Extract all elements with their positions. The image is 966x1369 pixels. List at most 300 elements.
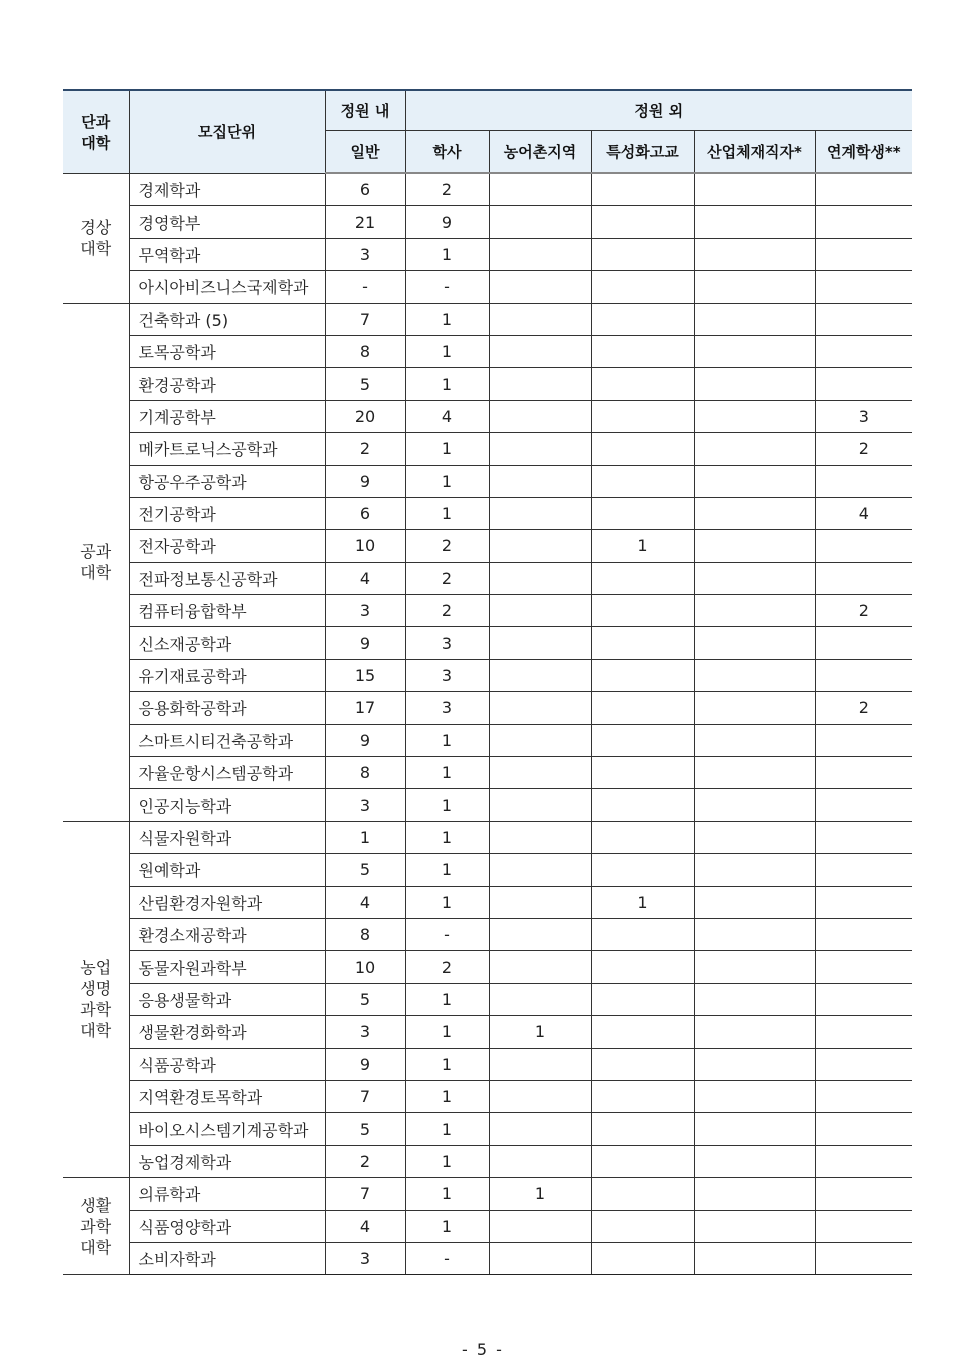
table-row xyxy=(63,659,912,691)
specialized-hs-count xyxy=(591,400,694,432)
bachelor-count: 1 xyxy=(405,789,489,821)
industry-worker-count xyxy=(694,1016,815,1048)
department-name: 자율운항시스템공학과 xyxy=(129,757,325,789)
bachelor-count: 2 xyxy=(405,562,489,594)
general-count: 21 xyxy=(325,206,405,238)
specialized-hs-count xyxy=(591,1113,694,1145)
rural-count: 1 xyxy=(489,1178,591,1210)
general-count: 3 xyxy=(325,789,405,821)
specialized-hs-count xyxy=(591,173,694,206)
general-count: 6 xyxy=(325,173,405,206)
rural-count xyxy=(489,595,591,627)
linked-student-count xyxy=(815,886,912,918)
table-row xyxy=(63,497,912,529)
linked-student-count: 2 xyxy=(815,595,912,627)
department-name: 전자공학과 xyxy=(129,530,325,562)
department-name: 지역환경토목학과 xyxy=(129,1080,325,1112)
specialized-hs-count xyxy=(591,562,694,594)
table-row xyxy=(63,854,912,886)
college-name-line: 생활 xyxy=(80,1195,112,1215)
industry-worker-count xyxy=(694,983,815,1015)
linked-student-count xyxy=(815,238,912,270)
college-name xyxy=(63,821,129,1177)
industry-worker-count xyxy=(694,238,815,270)
college-name-line: 대학 xyxy=(80,1021,112,1041)
linked-student-count xyxy=(815,659,912,691)
bachelor-count: 1 xyxy=(405,1145,489,1177)
industry-worker-count xyxy=(694,821,815,853)
industry-worker-count xyxy=(694,368,815,400)
bachelor-count: 1 xyxy=(405,1210,489,1242)
industry-worker-count xyxy=(694,400,815,432)
specialized-hs-count xyxy=(591,206,694,238)
specialized-hs-count xyxy=(591,271,694,303)
rural-count xyxy=(489,918,591,950)
rural-count xyxy=(489,789,591,821)
specialized-hs-count xyxy=(591,303,694,335)
rural-count xyxy=(489,627,591,659)
linked-student-count xyxy=(815,724,912,756)
general-count: 9 xyxy=(325,1048,405,1080)
college-name xyxy=(63,303,129,821)
table-row xyxy=(63,1113,912,1145)
linked-student-count: 3 xyxy=(815,400,912,432)
industry-worker-count xyxy=(694,1113,815,1145)
specialized-hs-count xyxy=(591,1080,694,1112)
linked-student-count: 4 xyxy=(815,497,912,529)
linked-student-count xyxy=(815,854,912,886)
college-name-line: 대학 xyxy=(80,239,112,259)
table-row xyxy=(63,789,912,821)
bachelor-count: 1 xyxy=(405,1048,489,1080)
bachelor-count: - xyxy=(405,918,489,950)
specialized-hs-count xyxy=(591,659,694,691)
general-count: 2 xyxy=(325,1145,405,1177)
industry-worker-count xyxy=(694,757,815,789)
rural-count xyxy=(489,271,591,303)
table-row xyxy=(63,433,912,465)
specialized-hs-count: 1 xyxy=(591,886,694,918)
linked-student-count xyxy=(815,757,912,789)
industry-worker-count xyxy=(694,1145,815,1177)
table-row xyxy=(63,886,912,918)
specialized-hs-count xyxy=(591,465,694,497)
department-name: 의류학과 xyxy=(129,1178,325,1210)
rural-count xyxy=(489,433,591,465)
linked-student-count: 2 xyxy=(815,692,912,724)
college-name-line: 생명 xyxy=(80,979,112,999)
department-name: 식품영양학과 xyxy=(129,1210,325,1242)
general-count: 2 xyxy=(325,433,405,465)
bachelor-count: 1 xyxy=(405,1113,489,1145)
bachelor-count: 3 xyxy=(405,627,489,659)
industry-worker-count xyxy=(694,497,815,529)
table-header xyxy=(63,90,912,173)
department-name: 아시아비즈니스국제학과 xyxy=(129,271,325,303)
department-name: 바이오시스템기계공학과 xyxy=(129,1113,325,1145)
bachelor-count: 1 xyxy=(405,335,489,367)
specialized-hs-count xyxy=(591,368,694,400)
rural-count xyxy=(489,497,591,529)
industry-worker-count xyxy=(694,335,815,367)
table-row xyxy=(63,1242,912,1274)
specialized-hs-count xyxy=(591,692,694,724)
rural-count xyxy=(489,1145,591,1177)
specialized-hs-count: 1 xyxy=(591,530,694,562)
bachelor-count: 1 xyxy=(405,1016,489,1048)
linked-student-count xyxy=(815,206,912,238)
bachelor-count: 1 xyxy=(405,757,489,789)
admission-quota-table xyxy=(63,89,912,1275)
specialized-hs-count xyxy=(591,757,694,789)
rural-count xyxy=(489,400,591,432)
linked-student-count xyxy=(815,173,912,206)
header-college-line: 대학 xyxy=(81,133,111,152)
department-name: 컴퓨터융합학부 xyxy=(129,595,325,627)
college-name xyxy=(63,173,129,303)
rural-count xyxy=(489,724,591,756)
header-outside-quota: 정원 외 xyxy=(405,90,912,131)
specialized-hs-count xyxy=(591,1145,694,1177)
bachelor-count: 3 xyxy=(405,659,489,691)
bachelor-count: 1 xyxy=(405,983,489,1015)
table-row xyxy=(63,400,912,432)
department-name: 경영학부 xyxy=(129,206,325,238)
rural-count xyxy=(489,335,591,367)
general-count: 5 xyxy=(325,368,405,400)
general-count: 8 xyxy=(325,335,405,367)
header-inside-quota: 정원 내 xyxy=(325,90,405,131)
college-name-line: 대학 xyxy=(80,1237,112,1257)
linked-student-count xyxy=(815,368,912,400)
header-college-line: 단과 xyxy=(81,112,111,131)
rural-count xyxy=(489,983,591,1015)
specialized-hs-count xyxy=(591,983,694,1015)
rural-count xyxy=(489,238,591,270)
department-name: 건축학과 (5) xyxy=(129,303,325,335)
specialized-hs-count xyxy=(591,238,694,270)
general-count: 8 xyxy=(325,757,405,789)
rural-count xyxy=(489,1210,591,1242)
bachelor-count: 1 xyxy=(405,238,489,270)
rural-count xyxy=(489,854,591,886)
rural-count xyxy=(489,1048,591,1080)
bachelor-count: 1 xyxy=(405,303,489,335)
table-row xyxy=(63,335,912,367)
department-name: 식물자원학과 xyxy=(129,821,325,853)
industry-worker-count xyxy=(694,303,815,335)
department-name: 메카트로닉스공학과 xyxy=(129,433,325,465)
general-count: 8 xyxy=(325,918,405,950)
page-number: - 5 - xyxy=(462,1340,504,1359)
industry-worker-count xyxy=(694,595,815,627)
bachelor-count: - xyxy=(405,271,489,303)
department-name: 신소재공학과 xyxy=(129,627,325,659)
general-count: 4 xyxy=(325,562,405,594)
general-count: 3 xyxy=(325,238,405,270)
department-name: 식품공학과 xyxy=(129,1048,325,1080)
table-row xyxy=(63,918,912,950)
header-specialized-hs: 특성화고교 xyxy=(591,131,694,174)
bachelor-count: 1 xyxy=(405,465,489,497)
header-industry-worker: 산업체재직자* xyxy=(694,131,815,174)
table-row xyxy=(63,562,912,594)
linked-student-count xyxy=(815,303,912,335)
rural-count xyxy=(489,757,591,789)
general-count: - xyxy=(325,271,405,303)
industry-worker-count xyxy=(694,1178,815,1210)
rural-count xyxy=(489,530,591,562)
rural-count xyxy=(489,1113,591,1145)
specialized-hs-count xyxy=(591,951,694,983)
general-count: 9 xyxy=(325,724,405,756)
bachelor-count: 1 xyxy=(405,433,489,465)
department-name: 항공우주공학과 xyxy=(129,465,325,497)
table-row xyxy=(63,951,912,983)
general-count: 15 xyxy=(325,659,405,691)
department-name: 환경공학과 xyxy=(129,368,325,400)
linked-student-count xyxy=(815,951,912,983)
college-name-line: 공과 xyxy=(80,542,112,562)
department-name: 스마트시티건축공학과 xyxy=(129,724,325,756)
bachelor-count: 4 xyxy=(405,400,489,432)
college-name-line: 경상 xyxy=(80,218,112,238)
linked-student-count xyxy=(815,530,912,562)
specialized-hs-count xyxy=(591,335,694,367)
college-name-line: 농업 xyxy=(80,958,112,978)
table-row xyxy=(63,1210,912,1242)
specialized-hs-count xyxy=(591,789,694,821)
specialized-hs-count xyxy=(591,1048,694,1080)
industry-worker-count xyxy=(694,886,815,918)
industry-worker-count xyxy=(694,1080,815,1112)
college-name-line: 대학 xyxy=(80,563,112,583)
linked-student-count xyxy=(815,983,912,1015)
table-row xyxy=(63,206,912,238)
bachelor-count: 1 xyxy=(405,497,489,529)
department-name: 산림환경자원학과 xyxy=(129,886,325,918)
general-count: 5 xyxy=(325,983,405,1015)
general-count: 10 xyxy=(325,951,405,983)
linked-student-count xyxy=(815,1210,912,1242)
bachelor-count: 1 xyxy=(405,821,489,853)
linked-student-count xyxy=(815,1080,912,1112)
general-count: 5 xyxy=(325,1113,405,1145)
bachelor-count: - xyxy=(405,1242,489,1274)
table-row xyxy=(63,724,912,756)
department-name: 환경소재공학과 xyxy=(129,918,325,950)
table-row xyxy=(63,1178,912,1210)
linked-student-count xyxy=(815,1113,912,1145)
specialized-hs-count xyxy=(591,1178,694,1210)
specialized-hs-count xyxy=(591,595,694,627)
table-row xyxy=(63,368,912,400)
rural-count xyxy=(489,465,591,497)
bachelor-count: 1 xyxy=(405,854,489,886)
general-count: 9 xyxy=(325,465,405,497)
rural-count xyxy=(489,951,591,983)
specialized-hs-count xyxy=(591,724,694,756)
college-name-line: 과학 xyxy=(80,1000,112,1020)
table-body xyxy=(63,173,912,1275)
department-name: 동물자원과학부 xyxy=(129,951,325,983)
table-row xyxy=(63,821,912,853)
header-linked-student: 연계학생** xyxy=(815,131,912,174)
department-name: 농업경제학과 xyxy=(129,1145,325,1177)
general-count: 3 xyxy=(325,1016,405,1048)
header-rural: 농어촌지역 xyxy=(489,131,591,174)
table-row xyxy=(63,1080,912,1112)
specialized-hs-count xyxy=(591,821,694,853)
industry-worker-count xyxy=(694,562,815,594)
department-name: 응용화학공학과 xyxy=(129,692,325,724)
rural-count xyxy=(489,303,591,335)
bachelor-count: 2 xyxy=(405,951,489,983)
department-name: 원예학과 xyxy=(129,854,325,886)
industry-worker-count xyxy=(694,465,815,497)
general-count: 17 xyxy=(325,692,405,724)
header-college xyxy=(63,90,129,173)
industry-worker-count xyxy=(694,659,815,691)
rural-count xyxy=(489,1242,591,1274)
bachelor-count: 1 xyxy=(405,1080,489,1112)
department-name: 소비자학과 xyxy=(129,1242,325,1274)
rural-count xyxy=(489,1080,591,1112)
industry-worker-count xyxy=(694,1242,815,1274)
bachelor-count: 9 xyxy=(405,206,489,238)
table-row xyxy=(63,757,912,789)
bachelor-count: 3 xyxy=(405,692,489,724)
table-row xyxy=(63,692,912,724)
table-row xyxy=(63,173,912,206)
general-count: 6 xyxy=(325,497,405,529)
bachelor-count: 1 xyxy=(405,886,489,918)
bachelor-count: 1 xyxy=(405,724,489,756)
industry-worker-count xyxy=(694,206,815,238)
table-row xyxy=(63,303,912,335)
general-count: 3 xyxy=(325,1242,405,1274)
specialized-hs-count xyxy=(591,433,694,465)
department-name: 인공지능학과 xyxy=(129,789,325,821)
linked-student-count xyxy=(815,335,912,367)
general-count: 4 xyxy=(325,1210,405,1242)
rural-count xyxy=(489,173,591,206)
specialized-hs-count xyxy=(591,918,694,950)
industry-worker-count xyxy=(694,627,815,659)
table-row xyxy=(63,530,912,562)
table-row xyxy=(63,1016,912,1048)
college-name xyxy=(63,1178,129,1275)
bachelor-count: 2 xyxy=(405,595,489,627)
general-count: 9 xyxy=(325,627,405,659)
general-count: 5 xyxy=(325,854,405,886)
general-count: 4 xyxy=(325,886,405,918)
rural-count xyxy=(489,821,591,853)
bachelor-count: 2 xyxy=(405,173,489,206)
department-name: 기계공학부 xyxy=(129,400,325,432)
header-bachelor: 학사 xyxy=(405,131,489,174)
table-row xyxy=(63,1145,912,1177)
industry-worker-count xyxy=(694,918,815,950)
general-count: 7 xyxy=(325,303,405,335)
specialized-hs-count xyxy=(591,854,694,886)
department-name: 전기공학과 xyxy=(129,497,325,529)
bachelor-count: 1 xyxy=(405,368,489,400)
linked-student-count xyxy=(815,821,912,853)
rural-count xyxy=(489,886,591,918)
industry-worker-count xyxy=(694,951,815,983)
linked-student-count xyxy=(815,789,912,821)
table-row xyxy=(63,595,912,627)
specialized-hs-count xyxy=(591,1016,694,1048)
table-row xyxy=(63,465,912,497)
general-count: 20 xyxy=(325,400,405,432)
department-name: 응용생물학과 xyxy=(129,983,325,1015)
specialized-hs-count xyxy=(591,1242,694,1274)
industry-worker-count xyxy=(694,173,815,206)
general-count: 7 xyxy=(325,1080,405,1112)
table-row xyxy=(63,271,912,303)
industry-worker-count xyxy=(694,854,815,886)
department-name: 유기재료공학과 xyxy=(129,659,325,691)
department-name: 생물환경화학과 xyxy=(129,1016,325,1048)
industry-worker-count xyxy=(694,1210,815,1242)
header-unit: 모집단위 xyxy=(129,90,325,173)
rural-count xyxy=(489,659,591,691)
industry-worker-count xyxy=(694,433,815,465)
linked-student-count xyxy=(815,1048,912,1080)
department-name: 무역학과 xyxy=(129,238,325,270)
industry-worker-count xyxy=(694,271,815,303)
specialized-hs-count xyxy=(591,1210,694,1242)
department-name: 경제학과 xyxy=(129,173,325,206)
department-name: 토목공학과 xyxy=(129,335,325,367)
linked-student-count xyxy=(815,1145,912,1177)
table-row xyxy=(63,238,912,270)
rural-count xyxy=(489,692,591,724)
general-count: 7 xyxy=(325,1178,405,1210)
linked-student-count xyxy=(815,1016,912,1048)
linked-student-count xyxy=(815,271,912,303)
linked-student-count xyxy=(815,1178,912,1210)
table-row xyxy=(63,983,912,1015)
industry-worker-count xyxy=(694,692,815,724)
rural-count xyxy=(489,562,591,594)
linked-student-count xyxy=(815,562,912,594)
specialized-hs-count xyxy=(591,497,694,529)
linked-student-count xyxy=(815,918,912,950)
general-count: 10 xyxy=(325,530,405,562)
industry-worker-count xyxy=(694,1048,815,1080)
rural-count xyxy=(489,206,591,238)
industry-worker-count xyxy=(694,530,815,562)
table-row xyxy=(63,1048,912,1080)
specialized-hs-count xyxy=(591,627,694,659)
industry-worker-count xyxy=(694,724,815,756)
rural-count xyxy=(489,368,591,400)
bachelor-count: 2 xyxy=(405,530,489,562)
bachelor-count: 1 xyxy=(405,1178,489,1210)
linked-student-count xyxy=(815,627,912,659)
general-count: 3 xyxy=(325,595,405,627)
linked-student-count xyxy=(815,1242,912,1274)
linked-student-count: 2 xyxy=(815,433,912,465)
rural-count: 1 xyxy=(489,1016,591,1048)
table-row xyxy=(63,627,912,659)
linked-student-count xyxy=(815,465,912,497)
college-name-line: 과학 xyxy=(80,1216,112,1236)
header-general: 일반 xyxy=(325,131,405,174)
